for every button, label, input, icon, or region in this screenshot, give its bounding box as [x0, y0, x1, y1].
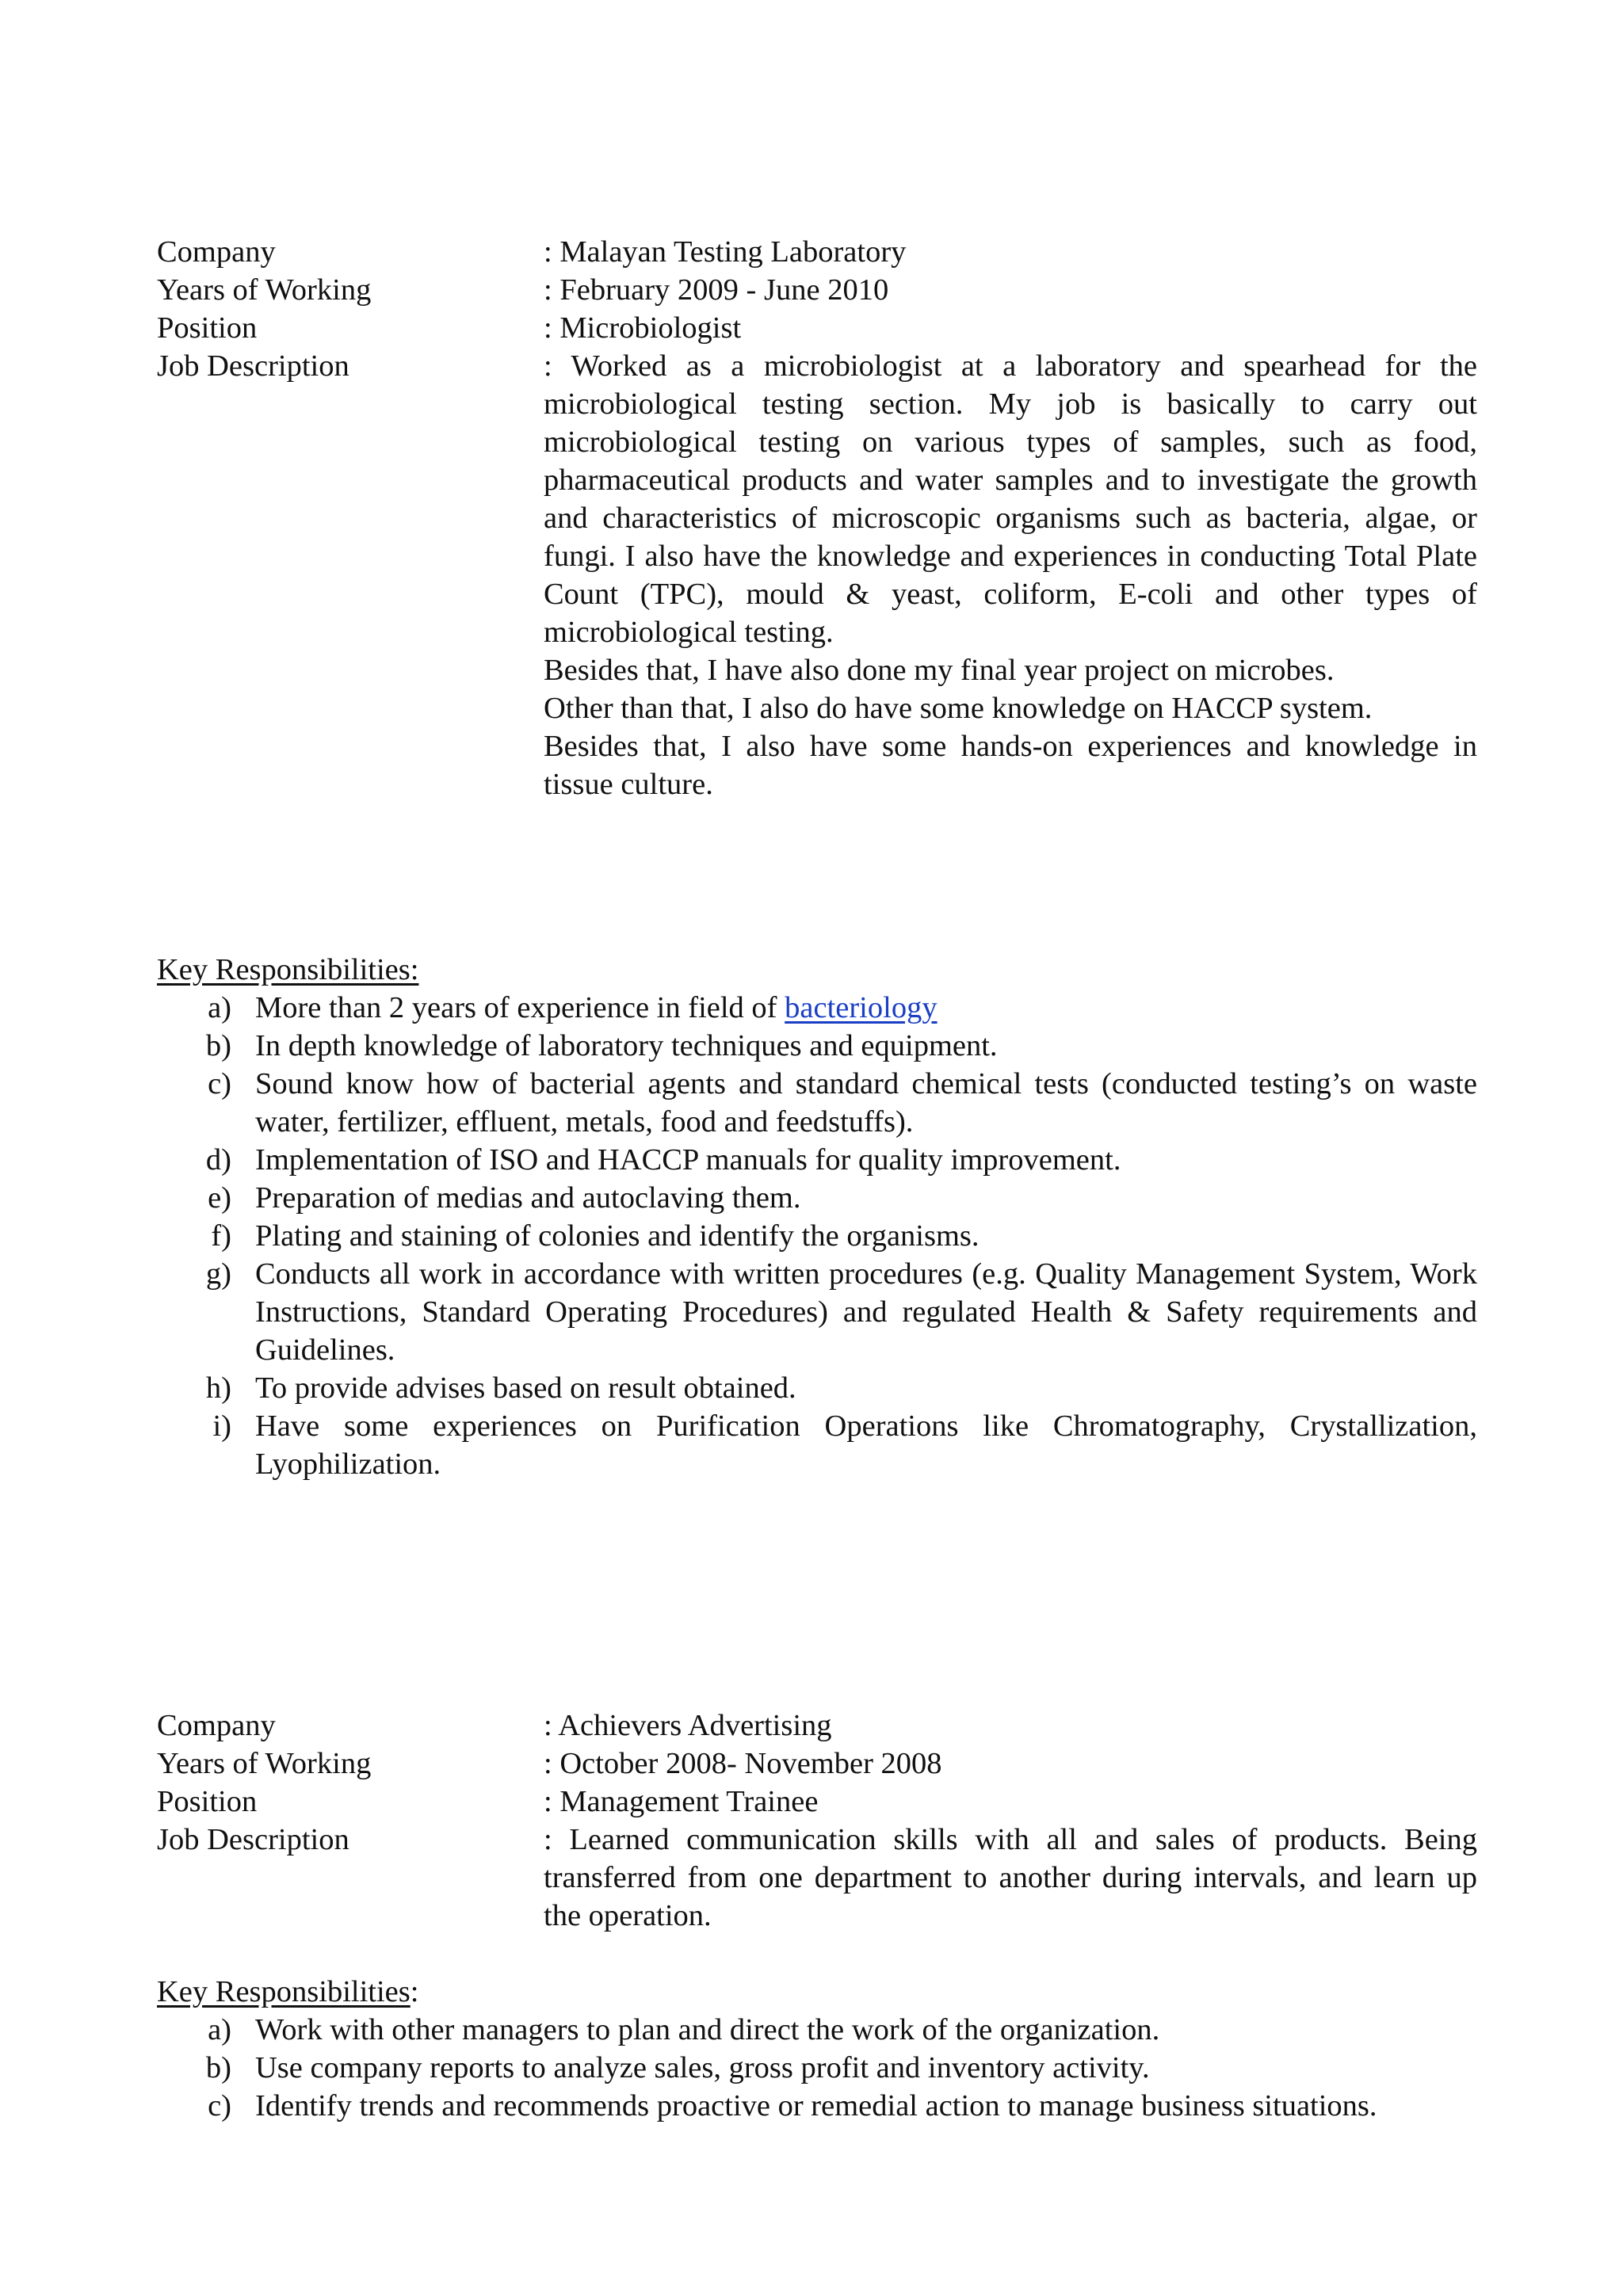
list-marker: c) [208, 1067, 231, 1100]
job2-details [157, 1707, 1477, 1935]
job1-description-label: Job Description [157, 349, 349, 383]
job2-key-heading-colon: : [410, 1975, 419, 2008]
list-item-text-start: More than 2 years of experience in field of [255, 991, 785, 1024]
list-item-text: Identify trends and recommends proactive or remedial action to manage business situations. [255, 2089, 1377, 2122]
list-item [157, 1141, 1477, 1179]
list-item-text: Conducts all work in accordance with written procedures (e.g. Quality Management System, Work Instructions, Standard Operating Procedures) and regulated Health & Safety requirements and Guidelines. [255, 1257, 1477, 1367]
list-marker: g) [205, 1257, 231, 1291]
bacteriology-link[interactable]: bacteriology [785, 991, 938, 1024]
list-marker: b) [205, 2051, 231, 2084]
job1-years-value: : February 2009 - June 2010 [544, 273, 889, 307]
list-item-text: Sound know how of bacterial agents and standard chemical tests (conducted testing’s on waste water, fertilizer, effluent, metals, food and feedstuffs). [255, 1067, 1477, 1138]
job2-key-heading: Key Responsibilities [157, 1975, 411, 2008]
job1-description-line3: Other than that, I also do have some knowledge on HACCP system. [544, 692, 1373, 725]
job1-position-label: Position [157, 311, 258, 345]
list-item [157, 2087, 1477, 2125]
list-item [157, 1369, 1477, 1407]
list-marker: a) [208, 991, 231, 1024]
job1-company-value: : Malayan Testing Laboratory [544, 235, 907, 269]
job1-description [544, 347, 1477, 803]
job2-position-label: Position [157, 1785, 258, 1818]
job2-years-value: : October 2008- November 2008 [544, 1747, 942, 1780]
list-item-text: Plating and staining of colonies and identify the organisms. [255, 1219, 980, 1253]
job2-company-row [157, 1707, 1477, 1745]
list-marker: c) [208, 2089, 231, 2122]
list-marker: f) [211, 1219, 231, 1253]
job2-description-row [157, 1821, 1477, 1935]
job1-details [157, 233, 1477, 803]
job1-years-label: Years of Working [157, 273, 372, 307]
list-item-text [255, 989, 1477, 1027]
job2-position-value: : Management Trainee [544, 1785, 819, 1818]
list-item-text: Use company reports to analyze sales, gross profit and inventory activity. [255, 2051, 1150, 2084]
list-item-text: Have some experiences on Purification Operations like Chromatography, Crystallization, Lyophilization. [255, 1409, 1477, 1481]
job1-description-paragraph: : Worked as a microbiologist at a laboratory and spearhead for the microbiological testing section. My job is basically to carry out microbiological testing on various types of samples, such as food, pharmaceutical products and water samples and to investigate the growth and characteristics of microscopic organisms such as bacteria, algae, or fungi. I also have the knowledge and experiences in conducting Total Plate Count (TPC), mould & yeast, coliform, E-coli and other types of microbiological testing. [544, 349, 1477, 649]
job1-years-row [157, 271, 1477, 309]
job2-key-heading-line [157, 1973, 1477, 2011]
list-item [157, 2049, 1477, 2087]
job2-description [544, 1821, 1477, 1935]
list-marker: e) [208, 1181, 231, 1215]
list-item-text: Work with other managers to plan and direct the work of the organization. [255, 2013, 1160, 2046]
job1-key-responsibilities [157, 951, 1477, 1483]
job2-position-row [157, 1783, 1477, 1821]
list-item [157, 1217, 1477, 1255]
job2-years-label: Years of Working [157, 1747, 372, 1780]
job1-company-row [157, 233, 1477, 271]
list-item [157, 989, 1477, 1027]
list-item-text: Preparation of medias and autoclaving them. [255, 1181, 801, 1215]
job1-responsibility-list [157, 989, 1477, 1483]
list-item-text: In depth knowledge of laboratory techniques and equipment. [255, 1029, 998, 1062]
job2-description-paragraph: : Learned communication skills with all and sales of products. Being transferred from one department to another during intervals, and learn up the operation. [544, 1823, 1477, 1932]
job2-years-row [157, 1745, 1477, 1783]
job1-position-row [157, 309, 1477, 347]
list-marker: d) [205, 1143, 231, 1177]
list-item-text: To provide advises based on result obtained. [255, 1371, 796, 1405]
job1-description-line4: Besides that, I also have some hands-on experiences and knowledge in tissue culture. [544, 730, 1477, 801]
job1-key-heading: Key Responsibilities: [157, 953, 419, 986]
job2-description-label: Job Description [157, 1823, 349, 1856]
job2-company-label: Company [157, 1709, 276, 1742]
list-item [157, 1407, 1477, 1483]
list-item [157, 1027, 1477, 1065]
list-item [157, 1255, 1477, 1369]
job1-description-line2: Besides that, I have also done my final year project on microbes. [544, 654, 1335, 687]
list-item [157, 1065, 1477, 1141]
list-marker: a) [208, 2013, 231, 2046]
job2-company-value: : Achievers Advertising [544, 1709, 832, 1742]
job1-company-label: Company [157, 235, 276, 269]
list-marker: i) [212, 1409, 231, 1443]
job1-description-row [157, 347, 1477, 803]
job2-responsibility-list [157, 2011, 1477, 2125]
job2-key-responsibilities [157, 1973, 1477, 2125]
list-item-text: Implementation of ISO and HACCP manuals for quality improvement. [255, 1143, 1121, 1177]
job1-position-value: : Microbiologist [544, 311, 742, 345]
list-item [157, 2011, 1477, 2049]
list-item [157, 1179, 1477, 1217]
list-marker: h) [205, 1371, 231, 1405]
list-marker: b) [205, 1029, 231, 1062]
